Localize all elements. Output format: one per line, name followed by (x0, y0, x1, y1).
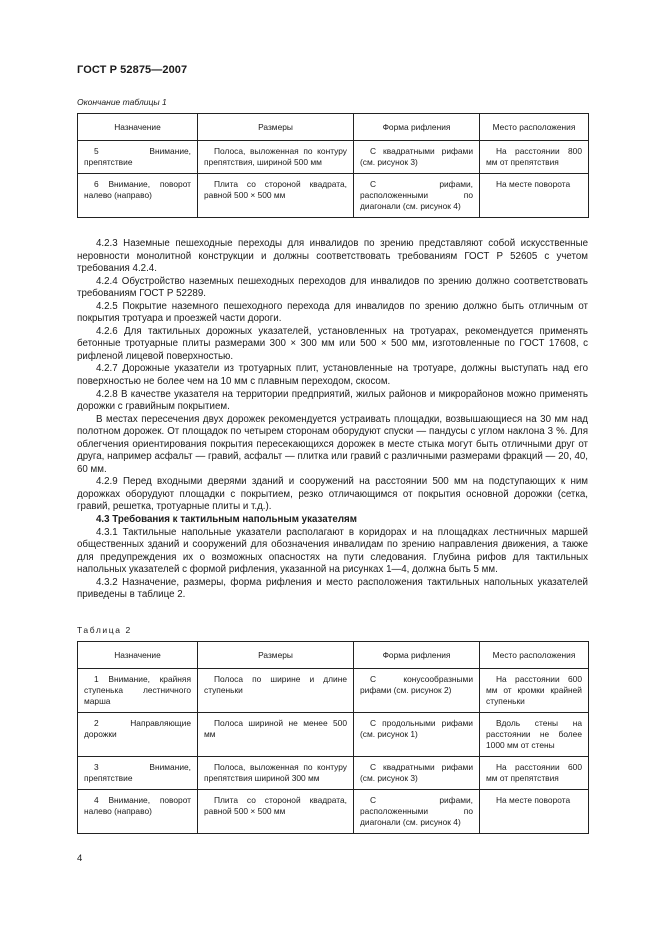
table-row (78, 757, 589, 790)
table-1 (77, 113, 589, 218)
paragraph: 4.2.6 Для тактильных дорожных указателей, установленных на тротуарах, рекомендуется применять бетонные тротуарные плиты размерами 300 × 300 мм или 500 × 500 мм, изготовленные по ГОСТ 17608, с рифленой лицевой поверхностью. (77, 325, 588, 362)
paragraph: 4.3.1 Тактильные напольные указатели располагают в коридорах и на площадках лестничных маршей общественных зданий и сооружений для обозначения инвалидам по зрению направления движения, а также для предупреждения их о возможных опасностях на пути следования. Глубина рифов для тактильных напольных указателей с формой рифления, указанной на рисунках 1—4, должна быть 5 мм. (77, 526, 588, 576)
paragraph: 4.2.9 Перед входными дверями зданий и сооружений на расстоянии 500 мм на подступающих к ним дорожках оборудуют площадки с покрытием, резко отличающимся от покрытия основной дорожки (сетка, гравий, решетка, тротуарные плиты и т.д.). (77, 476, 588, 513)
column-header: Место расположения (480, 642, 589, 669)
column-header: Назначение (78, 642, 198, 669)
table-cell: С рифами, расположенными по диагонали (см. рисунок 4) (354, 790, 480, 834)
table-row (78, 790, 589, 834)
body-text (77, 238, 588, 602)
paragraph: В местах пересечения двух дорожек рекомендуется устраивать площадки, возвышающиеся на 30 мм над полотном дорожек. От площадок по четырем сторонам оборудуют спуски — пандусы с углом наклона 3 %. Для облегчения ориентирования покрытия пересекающихся дорожек в месте стыка могут быть отличными друг от друга, например асфальт — гравий, асфальт — плитка или гравий с различными размерами фракций — 20, 40, 60 мм. (77, 413, 588, 475)
column-header: Назначение (78, 114, 198, 141)
table-row (78, 669, 589, 713)
table1-caption: Окончание таблицы 1 (77, 97, 167, 107)
column-header: Размеры (198, 642, 354, 669)
table-cell: На расстоянии 800 мм от препятствия (480, 141, 589, 174)
table-2 (77, 641, 589, 834)
column-header: Форма рифления (354, 114, 480, 141)
table-cell: 4 Внимание, поворот налево (направо) (78, 790, 198, 834)
table2-caption: Таблица 2 (77, 625, 132, 635)
column-header: Форма рифления (354, 642, 480, 669)
table-cell: 2 Направляющие дорожки (78, 713, 198, 757)
table-cell: С продольными рифами (см. рисунок 1) (354, 713, 480, 757)
paragraph: 4.3.2 Назначение, размеры, форма рифления и место расположения тактильных напольных указателей приведены в таблице 2. (77, 576, 588, 601)
table-cell: Вдоль стены на расстоянии не более 1000 мм от стены (480, 713, 589, 757)
table-cell: Полоса, выложенная по контуру препятствия шириной 300 мм (198, 757, 354, 790)
document-header: ГОСТ Р 52875—2007 (77, 64, 188, 76)
section-heading: 4.3 Требования к тактильным напольным указателям (96, 514, 357, 526)
table-cell: Плита со стороной квадрата, равной 500 × 500 мм (198, 790, 354, 834)
table-cell: На месте поворота (480, 790, 589, 834)
table-cell: На месте поворота (480, 174, 589, 218)
table-header-row (78, 114, 589, 141)
paragraph: 4.2.8 В качестве указателя на территории предприятий, жилых районов и микрорайонов можно применять дорожки с гравийным покрытием. (77, 388, 588, 413)
table-cell: С квадратными рифами (см. рисунок 3) (354, 141, 480, 174)
table-cell: Полоса по ширине и длине ступеньки (198, 669, 354, 713)
column-header: Место расположения (480, 114, 589, 141)
table-cell: Плита со стороной квадрата, равной 500 × 500 мм (198, 174, 354, 218)
paragraph: 4.2.7 Дорожные указатели из тротуарных плит, установленные на тротуаре, должны выступать над его поверхностью не более чем на 10 мм с плавным переходом, скосом. (77, 363, 588, 388)
table-row (78, 713, 589, 757)
table-cell: 1 Внимание, крайняя ступенька лестничного марша (78, 669, 198, 713)
table-cell: Полоса, выложенная по контуру препятствия, шириной 500 мм (198, 141, 354, 174)
table-cell: С рифами, расположенными по диагонали (см. рисунок 4) (354, 174, 480, 218)
table-cell: С конусообразными рифами (см. рисунок 2) (354, 669, 480, 713)
table-cell: На расстоянии 600 мм от препятствия (480, 757, 589, 790)
table-header-row (78, 642, 589, 669)
table-cell: На расстоянии 600 мм от кромки крайней ступеньки (480, 669, 589, 713)
column-header: Размеры (198, 114, 354, 141)
table-cell: 5 Внимание, препятствие (78, 141, 198, 174)
paragraph: 4.2.3 Наземные пешеходные переходы для инвалидов по зрению представляют собой искусственные неровности монолитной конструкции и должны соответствовать требованиям ГОСТ Р 52605 с учетом требования 4.2.4. (77, 238, 588, 275)
page-number: 4 (77, 853, 83, 864)
table-cell: Полоса шириной не менее 500 мм (198, 713, 354, 757)
table-cell: 6 Внимание, поворот налево (направо) (78, 174, 198, 218)
table-row (78, 174, 589, 218)
paragraph: 4.2.4 Обустройство наземных пешеходных переходов для инвалидов по зрению должно соответствовать требованиям ГОСТ Р 52289. (77, 275, 588, 300)
table-cell: 3 Внимание, препятствие (78, 757, 198, 790)
table-cell: С квадратными рифами (см. рисунок 3) (354, 757, 480, 790)
table-row (78, 141, 589, 174)
paragraph: 4.2.5 Покрытие наземного пешеходного перехода для инвалидов по зрению должно быть отличным от покрытия тротуара и проезжей части дороги. (77, 300, 588, 325)
